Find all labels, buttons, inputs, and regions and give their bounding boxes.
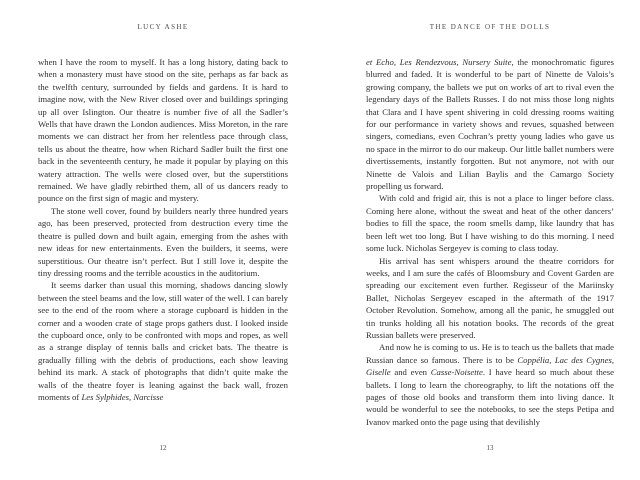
right-page-body — [366, 56, 614, 428]
left-running-header: LUCY ASHE — [137, 23, 189, 31]
paragraph: The stone well cover, found by builders nearly three hundred years ago, has been preserved, protected from destruction every time the theatre is pulled down and built again, emerging from the ashes with new ideas for new entertainments. Even the builders, it seems, were superstitious. Our theatre isn’t perfect. But I still love it, despite the tiny dressing rooms and the terrible acoustics in the auditorium. — [38, 205, 288, 278]
paragraph: With cold and frigid air, this is not a place to linger before class. Coming here alone, without the sweat and heat of the other dancers’ bodies to fill the space, the room smells damp, like laundry that has been left wet too long. But I have wishing to do this morning. I need some luck. Nicholas Sergeyev is coming to class today. — [366, 193, 614, 254]
paragraph: when I have the room to myself. It has a long history, dating back to when a monastery must have stood on the site, perhaps as far back as the twelfth century, surrounded by fields and gardens. It is hard to imagine now, with the New River closed over and buildings springing up all over Islington. Our theatre is number five of all the Sadler’s Wells that have drawn the London audiences. Miss Moreton, in the rare moments we can distract her from her relentless pace through class, tells us about the theatre, how when Richard Sadler built the first one back in the seventeenth century, he made it popular by playing on this watery attraction. The wells were closed over, but the superstitions remained. We have gladly rebirthed them, all of us dancers ready to pounce on the first sign of magic and mystery. — [38, 57, 288, 204]
paragraph: And now he is coming to us. He is to teach us the ballets that made Russian dance so famous. There is to be Coppélia, Lac des Cygnes, Giselle and even Casse-Noisette. I have heard so much about these ballets. I long to learn the choreography, to lift the notations off the pages of those old books and transform them into living dance. It would be wonderful to see the notebooks, to see the steps Petipa and Ivanov marked onto the page using that devilishly — [366, 342, 615, 427]
left-page — [38, 0, 288, 480]
right-running-header: THE DANCE OF THE DOLLS — [429, 23, 551, 31]
right-page — [366, 0, 614, 480]
paragraph: It seems darker than usual this morning, shadows dancing slowly between the steel beams and the low, still water of the well. I can barely see to the end of the room where a storage cupboard is hidden in the corner and a wooden crate of stage props gathers dust. I looked inside the cupboard once, only to be confronted with mops and ropes, as well as a strange display of tennis balls and cricket bats. The theatre is gradually filling with the debris of productions, each show leaving behind its mark. A stack of photographs that didn’t quite make the walls of the theatre foyer is leaning against the back wall, frozen moments of Les Sylphides, Narcisse — [38, 280, 288, 402]
right-page-number: 13 — [486, 444, 494, 452]
left-page-number: 12 — [159, 444, 167, 452]
paragraph: et Echo, Les Rendezvous, Nursery Suite, the monochromatic figures blurred and faded. It is wonderful to be part of Ninette de Valois’s growing company, the ballets we put on works of art to rival even the legendary days of the Ballets Russes. I do not miss those long nights that Clara and I have spent shivering in cold dressing rooms waiting for our performance in variety shows and revues, squashed between singers, comedians, even Cochran’s pretty young ladies who gave us no space in the mirror to do our makeup. Our little ballet numbers were divertissements, instantly forgotten. But not anymore, not with our Ninette de Valois and Lilian Baylis and the Camargo Society propelling us forward. — [366, 57, 615, 192]
left-page-body — [38, 56, 288, 403]
paragraph: His arrival has sent whispers around the theatre corridors for weeks, and I am sure the cafés of Bloomsbury and Covent Garden are spreading our excitement even further. Regisseur of the Mariinsky Ballet, Nicholas Sergeyev escaped in the aftermath of the 1917 October Revolution. Somehow, among all the panic, he smuggled out tin trunks holding all his notation books. The records of the great Russian ballets were preserved. — [366, 255, 614, 340]
